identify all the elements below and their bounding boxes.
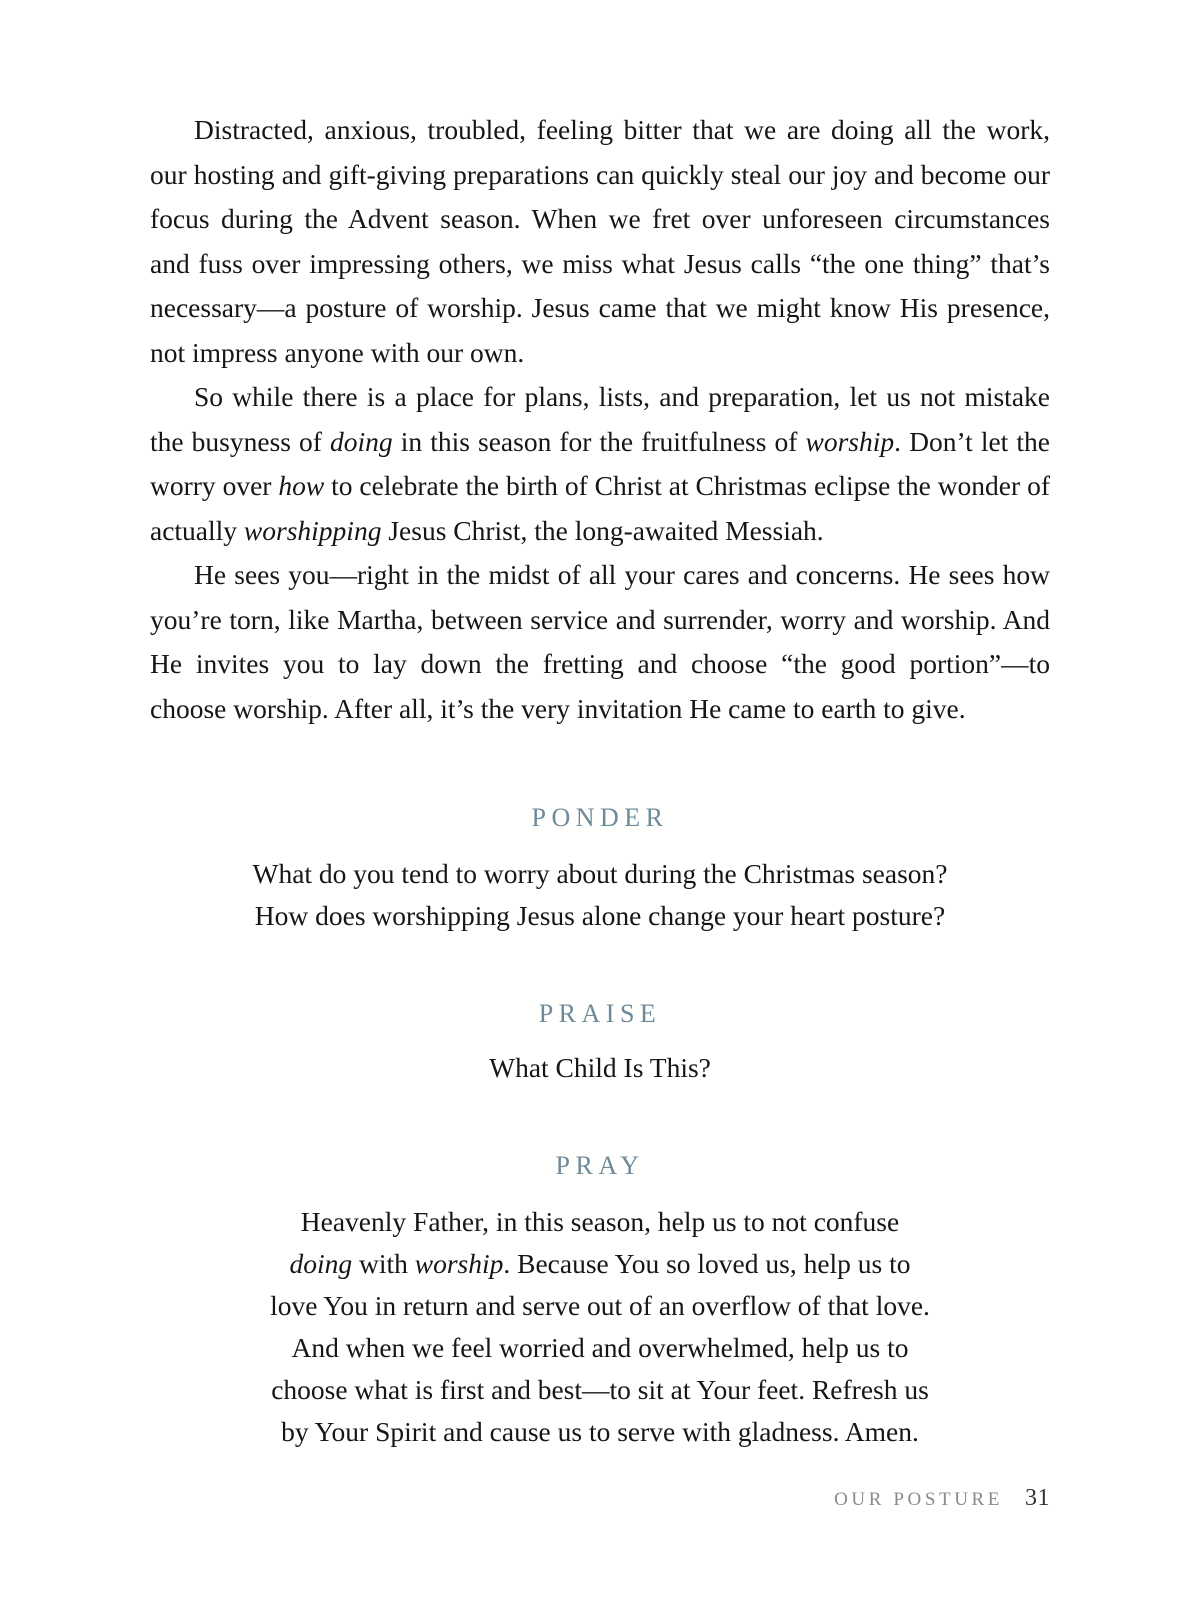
paragraph-2-text-b: in this season for the fruitfulness of (392, 425, 806, 457)
section-heading-praise: PRAISE (538, 999, 662, 1028)
pray-line-5: choose what is first and best—to sit at Your feet. Refresh us (271, 1374, 929, 1405)
section-heading-pray: PRAY (555, 1151, 645, 1180)
paragraph-2-emphasis-how: how (278, 470, 325, 501)
pray-line-3: love You in return and serve out of an overflow of that love. (270, 1290, 930, 1321)
praise-line-1: What Child Is This? (489, 1052, 711, 1083)
paragraph-2-text-c: . Don’t let the worry over (150, 425, 1050, 501)
paragraph-2-emphasis-worship: worship (805, 425, 895, 457)
section-praise (150, 999, 1050, 1089)
ponder-questions (150, 853, 1050, 937)
paragraph-2-text-d: to celebrate the birth of Christ at Christmas eclipse the wonder of actually (150, 470, 1050, 546)
ponder-question-2: How does worshipping Jesus alone change your heart posture? (254, 900, 946, 931)
pray-line-2-text-b: . Because You so loved us, help us to (503, 1248, 911, 1279)
page-footer (0, 1485, 1050, 1512)
praise-song-title (150, 1047, 1050, 1089)
paragraph-2-text-a: So while there is a place for plans, lists, and preparation, let us not mistake the busyness of (150, 381, 1050, 457)
body-paragraph-1: Distracted, anxious, troubled, feeling bitter that we are doing all the work, our hosting and gift-giving preparations can quickly steal our joy and become our focus during the Advent season. When we fret over unforeseen circumstances and fuss over impressing others, we miss what Jesus calls “the one thing” that’s necessary—a posture of worship. Jesus came that we might know His presence, not impress anyone with our own. (150, 114, 1050, 368)
paragraph-2-text-e: Jesus Christ, the long-awaited Messiah. (381, 514, 824, 546)
footer-page-number: 31 (1025, 1485, 1050, 1511)
pray-line-2-text-a: with (352, 1248, 415, 1279)
pray-emphasis-doing: doing (289, 1248, 353, 1279)
section-pray (150, 1151, 1050, 1453)
body-paragraph-2 (150, 375, 1050, 553)
paragraph-2-emphasis-worshipping: worshipping (243, 514, 382, 546)
pray-prayer-text (150, 1201, 1050, 1453)
pray-emphasis-worship: worship (414, 1248, 504, 1279)
footer-running-head: OUR POSTURE (834, 1489, 1003, 1510)
pray-line-1: Heavenly Father, in this season, help us to not confuse (300, 1206, 900, 1237)
ponder-question-1: What do you tend to worry about during the Christmas season? (252, 858, 948, 889)
body-paragraph-3: He sees you—right in the midst of all your cares and concerns. He sees how you’re torn, like Martha, between service and surrender, worry and worship. And He invites you to lay down the fretting and choose “the good portion”—to choose worship. After all, it’s the very invitation He came to earth to give. (150, 559, 1050, 724)
paragraph-2-emphasis-doing: doing (330, 425, 393, 457)
pray-line-4: And when we feel worried and overwhelmed, help us to (291, 1332, 909, 1363)
section-heading-ponder: PONDER (531, 803, 669, 832)
pray-line-6: by Your Spirit and cause us to serve with gladness. Amen. (281, 1416, 919, 1447)
page-content (150, 108, 1050, 1453)
section-ponder (150, 803, 1050, 937)
